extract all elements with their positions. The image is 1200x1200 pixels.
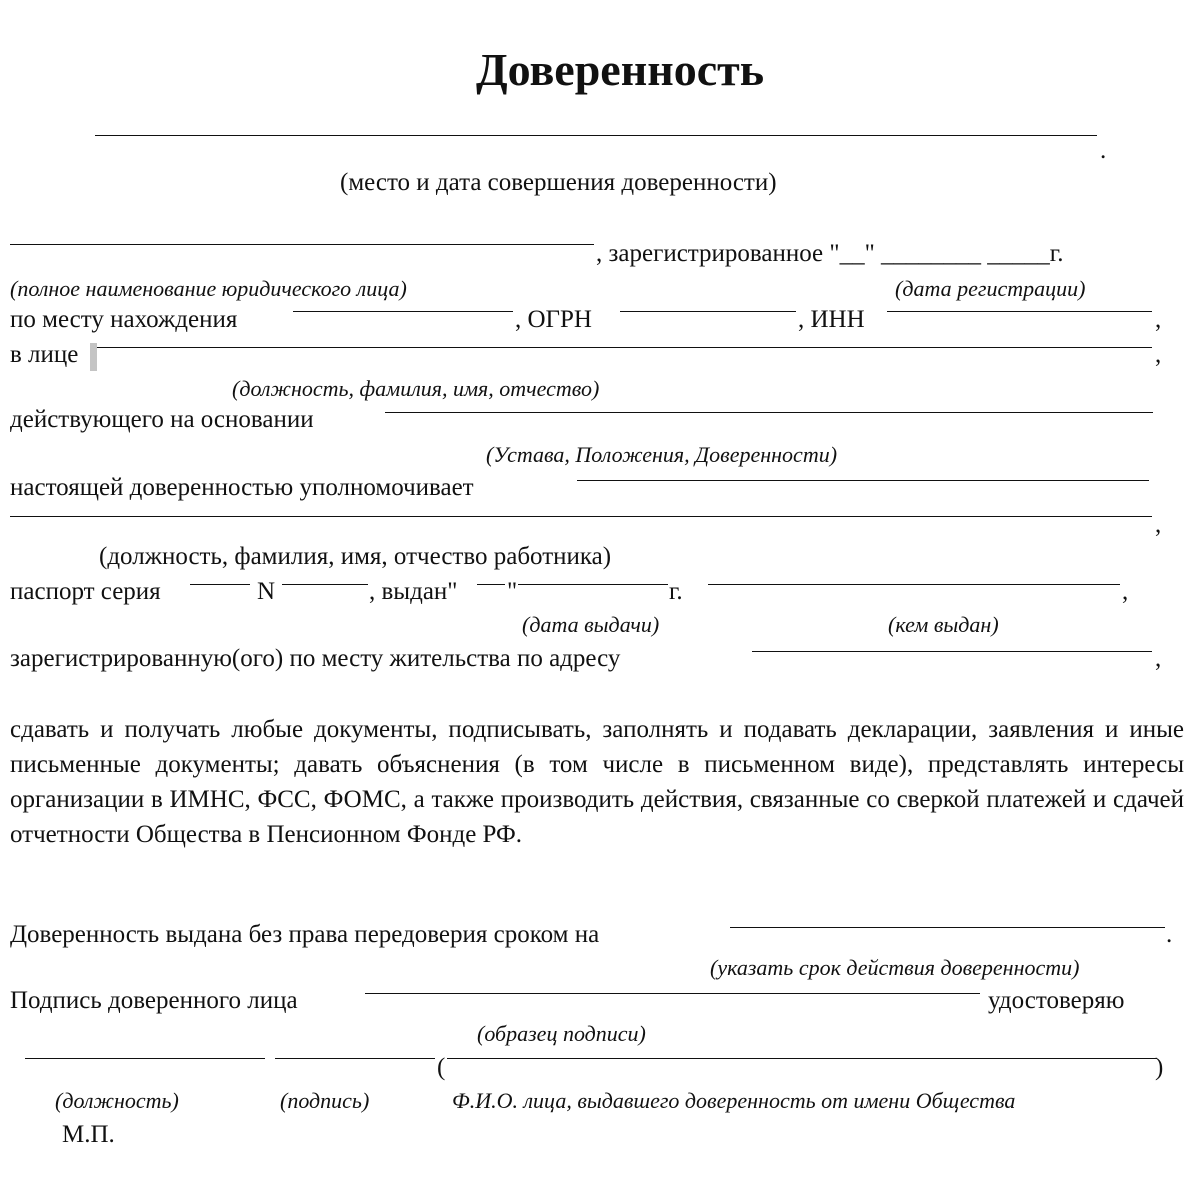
sign-caption: (подпись)	[280, 1088, 370, 1113]
location-line[interactable]	[293, 311, 513, 312]
certify-label: удостоверяю	[988, 987, 1125, 1014]
legal-entity-caption: (полное наименование юридического лица)	[10, 276, 407, 301]
residence-label: зарегистрированную(ого) по месту жительства по адресу	[10, 645, 621, 672]
place-date-caption: (место и дата совершения доверенности)	[340, 169, 777, 196]
issue-date-line[interactable]	[518, 584, 668, 585]
passport-series-label: паспорт серия	[10, 578, 161, 605]
issue-date-caption: (дата выдачи)	[522, 612, 660, 637]
passport-series-line[interactable]	[190, 584, 250, 585]
in-person-label: в лице	[10, 341, 79, 368]
signature-sample-caption: (образец подписи)	[477, 1021, 646, 1046]
signature-label: Подпись доверенного лица	[10, 987, 298, 1014]
issuer-caption: Ф.И.О. лица, выдавшего доверенность от имени Общества	[452, 1088, 1016, 1113]
issued-quote: "	[507, 578, 518, 605]
document-title: Доверенность	[475, 44, 765, 95]
employee-comma: ,	[1155, 511, 1162, 538]
term-caption: (указать срок действия доверенности)	[710, 955, 1080, 980]
authorizes-line[interactable]	[577, 480, 1149, 481]
residence-comma: ,	[1155, 645, 1162, 672]
inn-comma: ,	[1155, 306, 1162, 333]
sign-line[interactable]	[275, 1058, 435, 1059]
inn-line[interactable]	[887, 311, 1152, 312]
legal-entity-line[interactable]	[10, 244, 594, 245]
position-line[interactable]	[25, 1058, 265, 1059]
inn-label: , ИНН	[798, 306, 865, 333]
location-label: по месту нахождения	[10, 306, 238, 333]
issued-by-line[interactable]	[708, 584, 1120, 585]
in-person-line[interactable]	[97, 347, 1152, 348]
ogrn-label: , ОГРН	[515, 306, 592, 333]
basis-caption: (Устава, Положения, Доверенности)	[486, 442, 838, 467]
authorizes-label: настоящей доверенностью уполномочивает	[10, 474, 474, 501]
in-person-comma: ,	[1155, 341, 1162, 368]
issued-by-caption: (кем выдан)	[888, 612, 999, 637]
issuer-name-line[interactable]	[447, 1058, 1157, 1059]
basis-label: действующего на основании	[10, 406, 314, 433]
reg-date-caption: (дата регистрации)	[895, 276, 1086, 301]
paren-open: (	[437, 1054, 446, 1081]
term-line[interactable]	[730, 927, 1165, 928]
term-label: Доверенность выдана без права передоверия сроком на	[10, 921, 600, 948]
signature-sample-line[interactable]	[365, 993, 980, 994]
issued-label: , выдан"	[369, 578, 458, 605]
residence-line[interactable]	[752, 651, 1152, 652]
employee-line[interactable]	[10, 516, 1152, 517]
text-cursor	[90, 343, 97, 371]
passport-n-label: N	[257, 578, 276, 605]
paren-close: )	[1155, 1054, 1164, 1081]
passport-number-line[interactable]	[282, 584, 368, 585]
position-caption: (должность)	[55, 1088, 179, 1113]
issue-day-line[interactable]	[477, 584, 505, 585]
powers-paragraph: сдавать и получать любые документы, подписывать, заполнять и подавать декларации, заявления и иные письменные документы; давать объяснения (в том числе в письменном виде), представлять интересы организации в ИМНС, ФСС, ФОМС, а также производить действия, связанные со сверкой платежей и сдачей отчетности Общества в Пенсионном Фонде РФ.	[10, 716, 1184, 848]
person-caption: (должность, фамилия, имя, отчество)	[232, 376, 600, 401]
place-date-dot: .	[1100, 137, 1107, 164]
basis-line[interactable]	[385, 412, 1153, 413]
term-dot: .	[1166, 921, 1173, 948]
issued-by-comma: ,	[1122, 578, 1129, 605]
employee-caption: (должность, фамилия, имя, отчество работника)	[99, 543, 612, 570]
ogrn-line[interactable]	[620, 311, 796, 312]
stamp-label: М.П.	[62, 1121, 115, 1148]
registered-text: , зарегистрированное "__" ________ _____г.	[596, 240, 1064, 267]
issue-year-suffix: г.	[669, 578, 683, 605]
place-date-line[interactable]	[95, 135, 1097, 136]
